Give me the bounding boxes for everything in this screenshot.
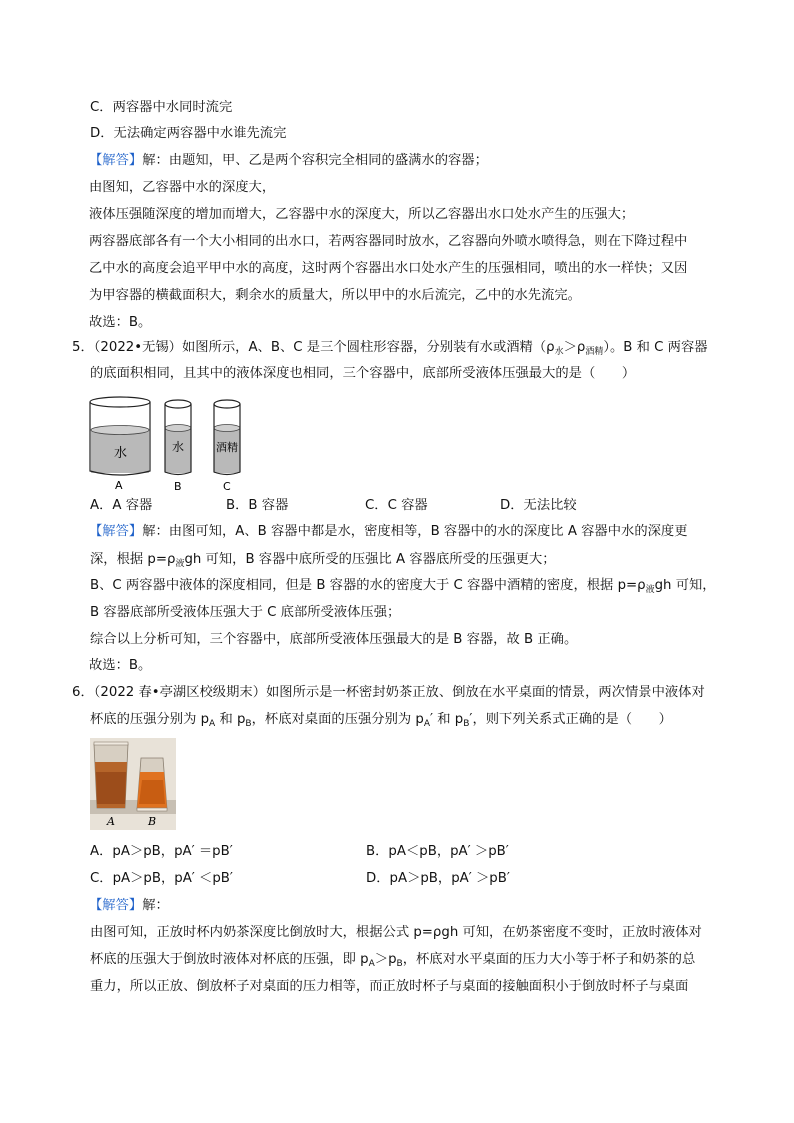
q5-answer-line-5: 综合以上分析可知，三个容器中，底部所受液体压强最大的是 B 容器，故 B 正确。 (90, 632, 578, 647)
svg-text:A: A (115, 479, 123, 492)
q4-answer-line-5: 乙中水的高度会追平甲中水的高度，这时两个容器出水口处水产生的压强相同，喷出的水一样快；又因 (89, 261, 688, 276)
q5-option-b: B．B 容器 (226, 498, 289, 513)
q6-answer-line: 【解答】解： (89, 898, 169, 913)
q5-answer-line-1: 【解答】解：由图可知，A、B 容器中都是水，密度相等，B 容器中的水的深度比 A 容器中水的深度更 (89, 524, 688, 539)
q5-stem-line-1: 5．（2022•无锡）如图所示，A、B、C 是三个圆柱形容器，分别装有水或酒精$(\rho_水>\rho_{酒精})$。B 和 C 两容器 (72, 340, 708, 357)
q4-answer-line-6: 为甲容器的横截面积大，剩余水的质量大，所以甲中的水后流完，乙中的水先流完。 (89, 288, 581, 303)
q6-milk-tea-photo (90, 738, 176, 830)
q4-answer-line-4: 两容器底部各有一个大小相同的出水口，若两容器同时放水，乙容器向外喷水喷得急，则在下降过程中 (89, 234, 688, 249)
q5-option-a: A．A 容器 (90, 498, 153, 513)
q6-stem-line-1: 6．（2022 春•亭湖区校级期末）如图所示是一杯密封奶茶正放、倒放在水平桌面的情景，两次情景中液体对 (72, 685, 705, 700)
q6-option-b: B．pA＜pB，pA′ ＞pB′ (366, 844, 509, 859)
q4-answer-line-1: 【解答】解：由题知，甲、乙是两个容积完全相同的盛满水的容器； (89, 153, 488, 168)
q4-answer-line-2: 由图知，乙容器中水的深度大， (89, 180, 276, 195)
q5-answer-line-3: B、C 两容器中液体的深度相同，但是 B 容器的水的密度大于 C 容器中酒精的密度，根据 $p=\rho_液gh$ 可知， (90, 578, 716, 595)
svg-text:水: 水 (114, 446, 128, 461)
q6-stem-line-2: 杯底的压强分别为 $p_A$ 和 $p_B$，杯底对桌面的压强分别为 $p_A'$ 和 $p_B'$，则下列关系式正确的是（ ） (90, 712, 672, 729)
q5-answer-line-4: B 容器底部所受液体压强大于 C 底部所受液体压强； (90, 605, 401, 620)
q6-option-c: C．pA＞pB，pA′ ＜pB′ (90, 871, 233, 886)
q5-choose: 故选：B。 (89, 658, 152, 673)
q6-option-d: D．pA＞pB，pA′ ＞pB′ (366, 871, 510, 886)
q4-option-c: C．两容器中水同时流完 (90, 100, 233, 115)
q6-explanation-line-1: 由图可知，正放时杯内奶茶深度比倒放时大，根据公式 p=ρgh 可知，在奶茶密度不变时，正放时液体对 (90, 925, 702, 940)
q5-option-c: C．C 容器 (365, 498, 428, 513)
answer-tag: 【解答】 (89, 153, 143, 168)
q6-explanation-line-3: 重力，所以正放、倒放杯子对桌面的压力相等，而正放时杯子与桌面的接触面积小于倒放时杯子与桌面 (90, 979, 689, 994)
q6-explanation-line-2: 杯底的压强大于倒放时液体对杯底的压强，即 $p_A>p_B$，杯底对水平桌面的压力大小等于杯子和奶茶的总 (90, 952, 696, 969)
svg-text:C: C (223, 480, 231, 493)
svg-text:酒精: 酒精 (216, 441, 238, 454)
q5-answer-line-2: 深，根据 $p=\rho_液gh$ 可知，B 容器中底所受的压强比 A 容器底所受的压强更大； (90, 552, 556, 569)
q4-option-d: D．无法确定两容器中水谁先流完 (90, 126, 287, 141)
svg-text:A: A (107, 815, 115, 828)
q6-option-a: A．pA＞pB，pA′ ＝pB′ (90, 844, 233, 859)
q5-option-d: D．无法比较 (500, 498, 577, 513)
q4-choose: 故选：B。 (89, 315, 152, 330)
svg-text:B: B (148, 815, 157, 828)
q5-stem-line-2: 的底面积相同，且其中的液体深度也相同，三个容器中，底部所受液体压强最大的是（ ） (90, 366, 636, 381)
svg-text:B: B (174, 480, 182, 493)
q4-answer-line-3: 液体压强随深度的增加而增大，乙容器中水的深度大，所以乙容器出水口处水产生的压强大； (89, 207, 635, 222)
svg-text:水: 水 (172, 440, 185, 454)
q5-containers-figure (88, 393, 258, 493)
